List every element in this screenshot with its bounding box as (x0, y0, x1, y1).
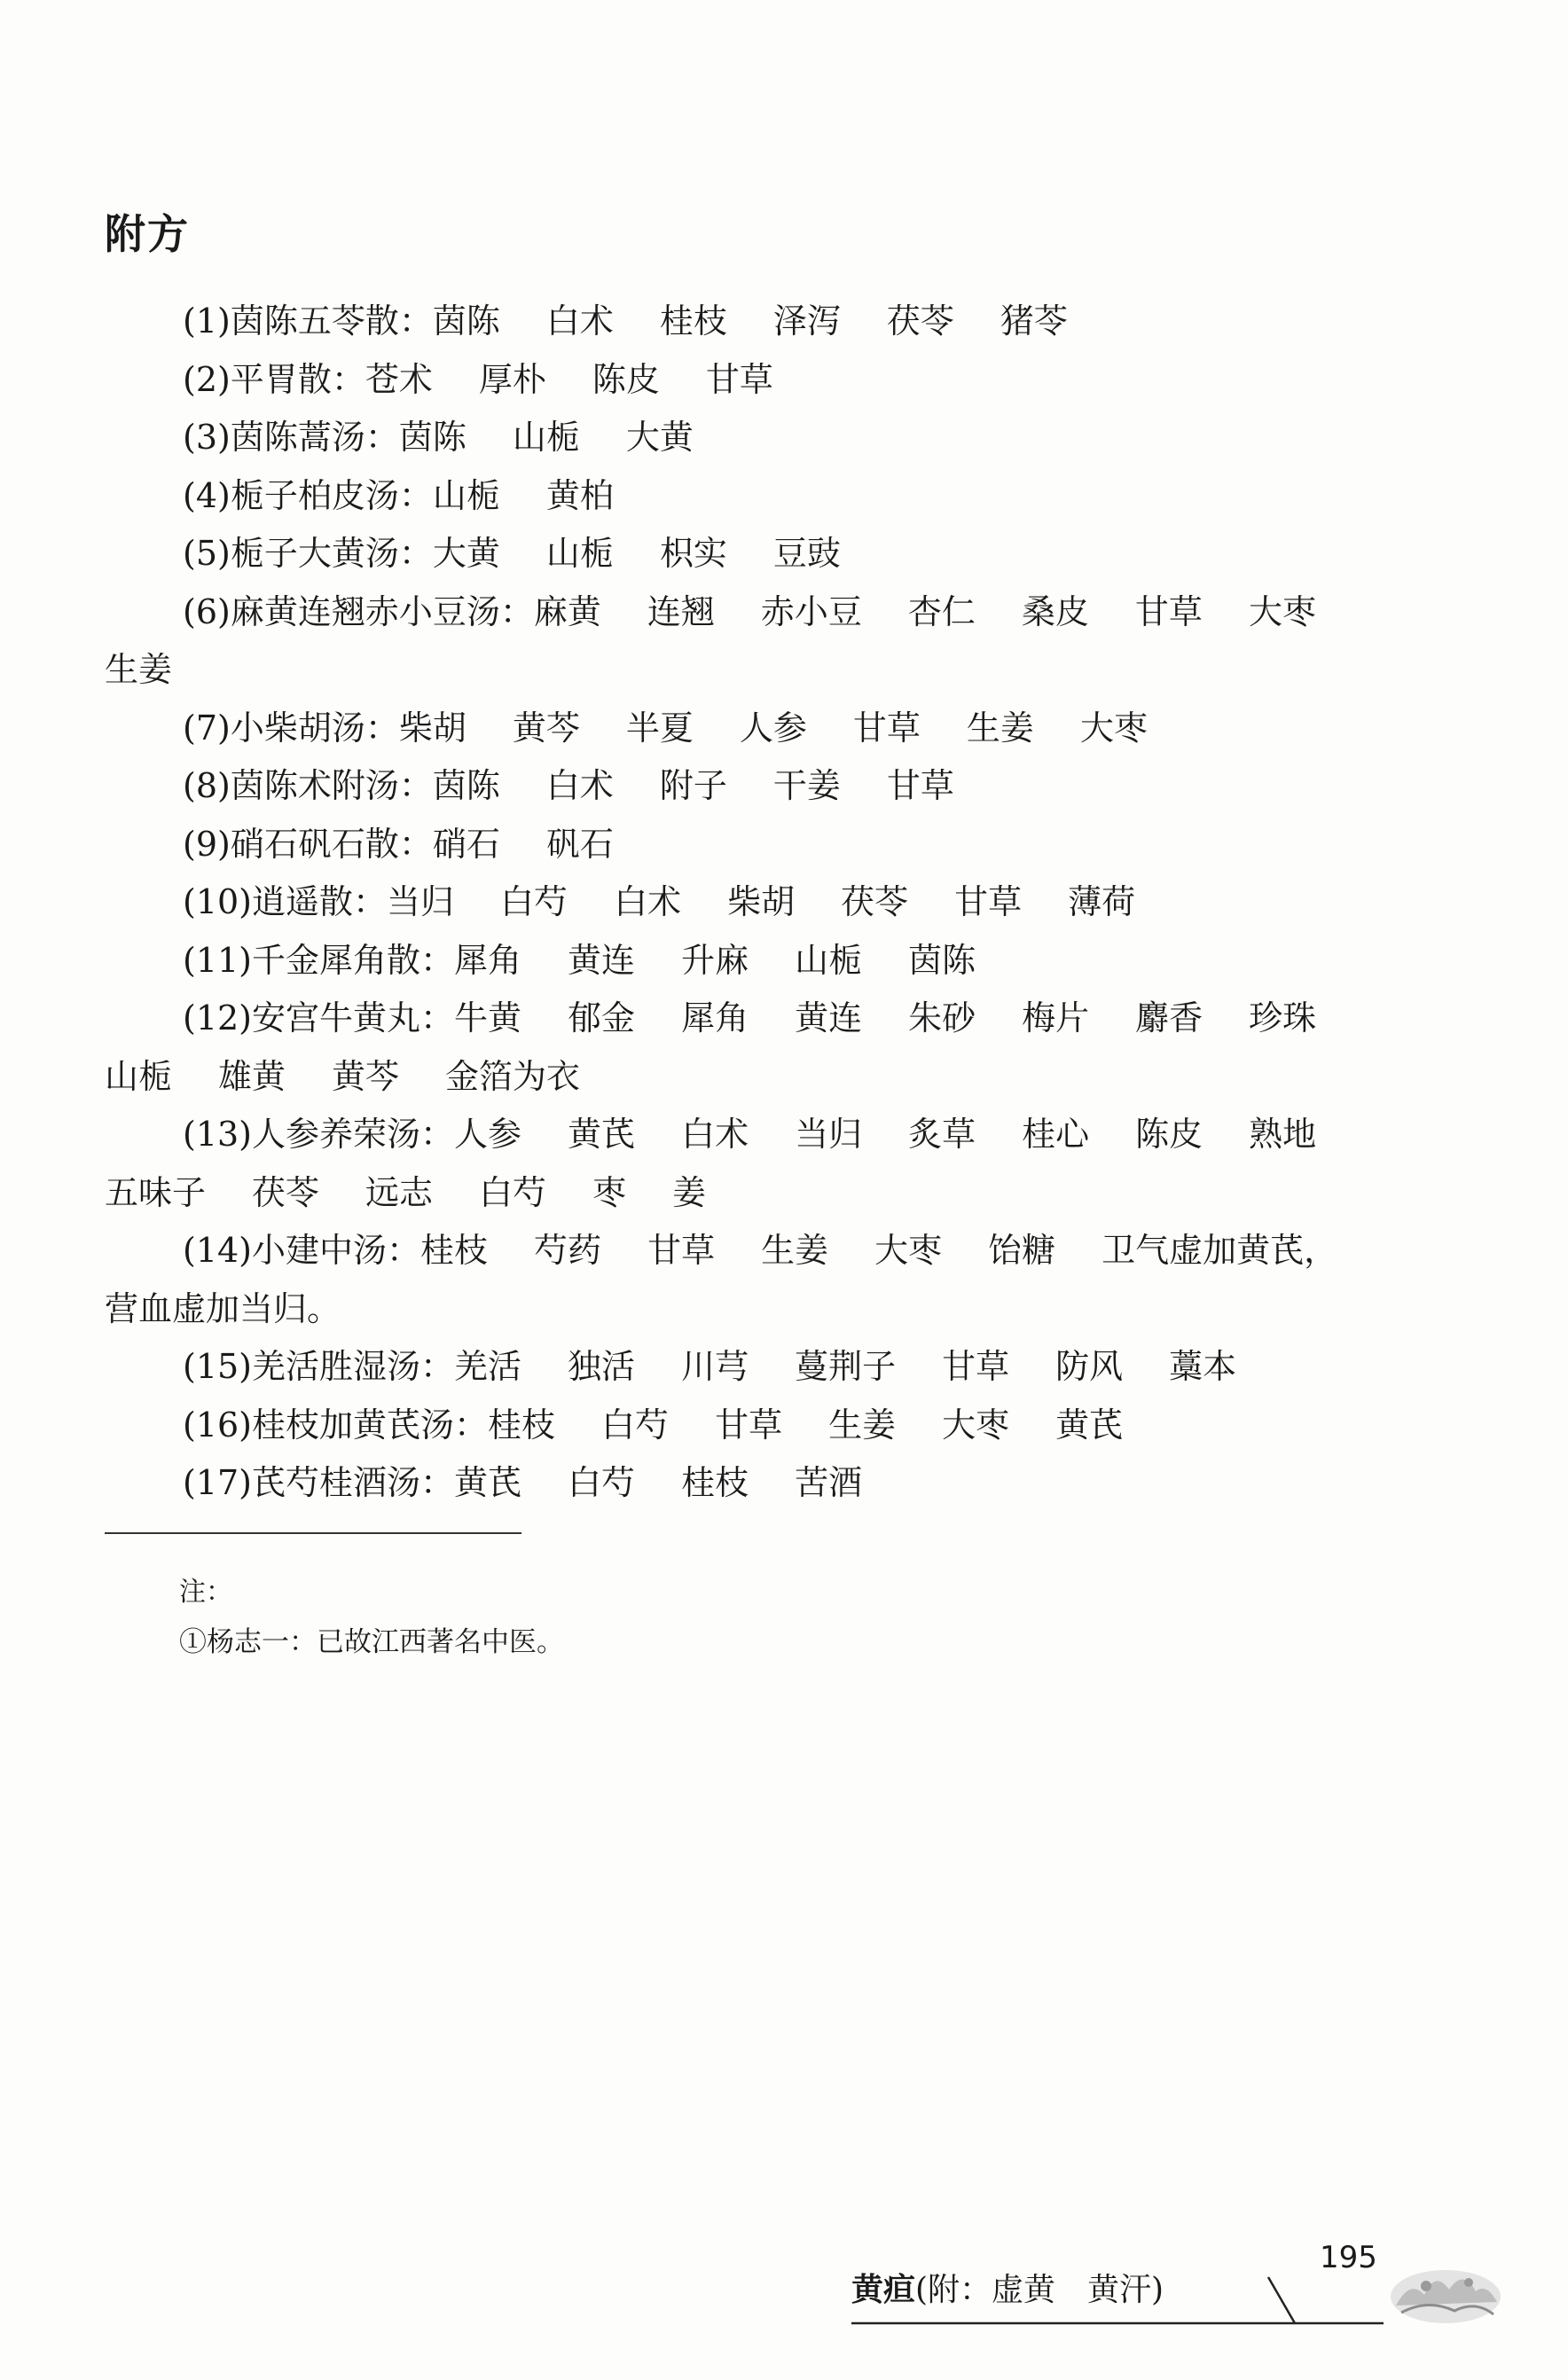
formula-name: (9)硝石矾石散 ： (183, 825, 433, 864)
herb: 蔓荆子 (795, 1347, 897, 1386)
herb: 豆豉 (772, 534, 841, 573)
formula-item (105, 525, 1435, 583)
herb: 陈皮 (1135, 1115, 1203, 1154)
formula-line (105, 816, 1435, 874)
formula-line (105, 1106, 1435, 1164)
herb: 郁金 (568, 998, 636, 1037)
herb: 姜 (672, 1172, 707, 1212)
formula-name: (8)茵陈术附汤 ： (183, 766, 433, 805)
formula-continuation (105, 1164, 1435, 1223)
herb: 山栀 (512, 418, 580, 457)
formula-line (105, 990, 1435, 1048)
herb: 黄芪 (454, 1463, 522, 1502)
herb-list (399, 709, 1148, 748)
formula-name: (7)小柴胡汤 ： (183, 709, 399, 748)
herb: 川芎 (681, 1347, 749, 1386)
herb: 茯苓 (886, 301, 954, 341)
herb: 白芍 (568, 1463, 636, 1502)
formula-line (105, 525, 1435, 583)
herb-list (454, 998, 1316, 1037)
herb: 防风 (1055, 1347, 1124, 1386)
herb-list (399, 418, 694, 457)
formula-name: (12)安宫牛黄丸 ： (183, 998, 454, 1037)
herb-list (420, 1231, 1337, 1270)
herb: 白术 (681, 1115, 749, 1154)
formula-line (105, 583, 1435, 642)
herb: 山栀 (105, 1056, 173, 1096)
formula-list (105, 293, 1435, 1513)
herb: 黄芪 (1055, 1405, 1124, 1444)
herb: 赤小豆 (760, 591, 862, 631)
formula-name: (11)千金犀角散 ： (183, 941, 454, 980)
herb: 梅片 (1022, 998, 1090, 1037)
herb: 甘草 (647, 1231, 716, 1270)
formula-line (105, 1454, 1435, 1513)
formula-line (105, 757, 1435, 816)
formula-name: (15)羌活胜湿汤 ： (183, 1347, 454, 1386)
herb: 人参 (454, 1115, 522, 1154)
formula-item (105, 757, 1435, 816)
herb: 桑皮 (1021, 591, 1089, 631)
herb: 矾石 (545, 824, 614, 864)
herb: 山栀 (545, 534, 614, 573)
herb: 麝香 (1135, 998, 1203, 1037)
herb: 黄柏 (545, 475, 614, 515)
herb: 桂枝 (420, 1231, 489, 1270)
formula-continuation (105, 1280, 1435, 1339)
herb: 黄芪 (568, 1115, 636, 1154)
herb-list (433, 534, 841, 573)
formula-item (105, 990, 1435, 1106)
herb: 茵陈 (432, 301, 500, 341)
formula-item (105, 293, 1435, 351)
herb: 营血虚加当归。 (105, 1288, 341, 1328)
herb: 藁本 (1169, 1347, 1237, 1386)
herb: 附子 (659, 766, 727, 805)
herb: 白芍 (479, 1172, 547, 1212)
herb: 茯苓 (252, 1172, 320, 1212)
herb: 苦酒 (795, 1463, 863, 1502)
herb-list (433, 301, 1068, 341)
herb: 炙草 (908, 1115, 976, 1154)
formula-name: (3)茵陈蒿汤 ： (183, 418, 399, 457)
herb: 厚朴 (478, 359, 546, 399)
formula-item (105, 1454, 1435, 1513)
formula-line (105, 932, 1435, 990)
footnote-divider (105, 1532, 521, 1534)
running-title-main: 黄疸 (851, 2272, 916, 2308)
formula-item (105, 409, 1435, 467)
herb: 羌活 (454, 1347, 522, 1386)
herb-list (454, 1115, 1316, 1154)
herb: 连翘 (647, 591, 715, 631)
herb: 山栀 (432, 475, 500, 515)
herb: 桂枝 (488, 1405, 556, 1444)
footnote-title: 注： (179, 1577, 232, 1608)
formula-line (105, 1222, 1435, 1280)
herb: 茵陈 (432, 766, 500, 805)
herb: 茯苓 (841, 882, 909, 921)
formula-item (105, 873, 1435, 932)
herb: 山栀 (795, 940, 863, 980)
formula-line (105, 409, 1435, 467)
herb-list (387, 882, 1135, 921)
formula-item (105, 583, 1435, 700)
herb: 大黄 (625, 418, 694, 457)
herb: 枳实 (659, 534, 727, 573)
herb: 饴糖 (988, 1231, 1056, 1270)
herb: 茵陈 (908, 940, 976, 980)
herb: 枣 (592, 1172, 627, 1212)
herb: 芍药 (534, 1231, 602, 1270)
herb: 硝石 (432, 824, 500, 864)
herb: 薄荷 (1068, 882, 1136, 921)
formula-line (105, 1397, 1435, 1455)
formula-item (105, 1397, 1435, 1455)
herb: 犀角 (454, 940, 522, 980)
formula-item (105, 932, 1435, 990)
herb: 大黄 (432, 534, 500, 573)
herb: 半夏 (625, 708, 694, 748)
herb-list (488, 1405, 1123, 1444)
herb-list (433, 766, 954, 805)
herb: 黄连 (568, 940, 636, 980)
herb: 甘草 (705, 359, 773, 399)
formula-item (105, 467, 1435, 526)
herb: 甘草 (715, 1405, 783, 1444)
footnote-item: ①杨志一：已故江西著名中医。 (179, 1626, 564, 1658)
formula-item (105, 351, 1435, 410)
page-number: 195 (1320, 2240, 1377, 2275)
formula-name: (6)麻黄连翘赤小豆汤 ： (183, 592, 534, 631)
herb: 苍术 (365, 359, 433, 399)
herb-list (433, 476, 614, 515)
herb: 白芍 (500, 882, 568, 921)
herb: 杏仁 (907, 591, 976, 631)
herb: 升麻 (681, 940, 749, 980)
herb: 雄黄 (218, 1056, 286, 1096)
formula-name: (13)人参养荣汤 ： (183, 1115, 454, 1154)
herb: 生姜 (828, 1405, 897, 1444)
formula-line (105, 351, 1435, 410)
herb: 白术 (614, 882, 682, 921)
formula-item (105, 1106, 1435, 1222)
page-footer (851, 2235, 1525, 2341)
herb: 牛黄 (454, 998, 522, 1037)
herb: 大枣 (1079, 708, 1148, 748)
herb: 生姜 (105, 650, 173, 689)
herb: 珍珠 (1249, 998, 1317, 1037)
formula-item (105, 816, 1435, 874)
herb: 卫气虚加黄芪， (1102, 1231, 1338, 1270)
herb: 黄芩 (332, 1056, 400, 1096)
herb: 陈皮 (592, 359, 660, 399)
formula-name: (17)芪芍桂酒汤 ： (183, 1463, 454, 1502)
formula-name: (16)桂枝加黄芪汤 ： (183, 1405, 488, 1444)
herb: 黄芩 (512, 708, 580, 748)
herb: 远志 (365, 1172, 434, 1212)
herb: 朱砂 (908, 998, 976, 1037)
formula-line (105, 873, 1435, 932)
herb: 独活 (568, 1347, 636, 1386)
herb: 当归 (795, 1115, 863, 1154)
herb: 桂心 (1022, 1115, 1090, 1154)
formula-line (105, 700, 1435, 758)
landscape-ornament-icon (1384, 2243, 1508, 2332)
herb: 柴胡 (398, 708, 466, 748)
herb-list (365, 360, 773, 399)
herb: 甘草 (954, 882, 1023, 921)
herb: 甘草 (886, 766, 954, 805)
herb-list (454, 941, 976, 980)
herb-list (534, 592, 1316, 631)
herb: 大枣 (942, 1405, 1010, 1444)
herb-list (454, 1463, 862, 1502)
herb: 桂枝 (659, 301, 727, 341)
herb: 白术 (545, 766, 614, 805)
formula-continuation (105, 1048, 1435, 1107)
herb: 大枣 (1248, 591, 1316, 631)
herb: 生姜 (761, 1231, 829, 1270)
formula-item (105, 1222, 1435, 1338)
section-heading: 附方 (105, 210, 190, 258)
formula-name: (4)栀子柏皮汤 ： (183, 476, 433, 515)
herb: 猪苓 (1000, 301, 1068, 341)
herb: 人参 (739, 708, 807, 748)
herb: 桂枝 (681, 1463, 749, 1502)
formula-name: (1)茵陈五苓散 ： (183, 301, 433, 341)
formula-name: (10)逍遥散 ： (183, 882, 387, 921)
running-title (851, 2265, 1164, 2310)
formula-line (105, 467, 1435, 526)
formula-line (105, 293, 1435, 351)
herb: 干姜 (772, 766, 841, 805)
herb: 泽泻 (772, 301, 841, 341)
herb: 茵陈 (398, 418, 466, 457)
formula-name: (5)栀子大黄汤 ： (183, 534, 433, 573)
herb: 白芍 (601, 1405, 670, 1444)
formula-line (105, 1338, 1435, 1397)
herb-list (454, 1347, 1236, 1386)
formula-continuation (105, 641, 1435, 700)
herb: 当归 (387, 882, 455, 921)
herb: 金箔为衣 (445, 1056, 581, 1096)
running-title-sub: (附：虚黄 黄汗) (915, 2272, 1164, 2308)
herb: 甘草 (942, 1347, 1010, 1386)
formula-name: (14)小建中汤 ： (183, 1231, 420, 1270)
formula-name: (2)平胃散 ： (183, 360, 365, 399)
herb: 大枣 (874, 1231, 943, 1270)
formula-item (105, 1338, 1435, 1397)
herb: 甘草 (852, 708, 921, 748)
herb: 甘草 (1134, 591, 1203, 631)
formula-item (105, 700, 1435, 758)
herb: 柴胡 (727, 882, 796, 921)
herb: 五味子 (105, 1172, 207, 1212)
herb: 麻黄 (533, 591, 601, 631)
herb: 犀角 (681, 998, 749, 1037)
herb-list (433, 825, 614, 864)
herb: 熟地 (1249, 1115, 1317, 1154)
herb: 黄连 (795, 998, 863, 1037)
herb: 生姜 (966, 708, 1034, 748)
herb: 白术 (545, 301, 614, 341)
